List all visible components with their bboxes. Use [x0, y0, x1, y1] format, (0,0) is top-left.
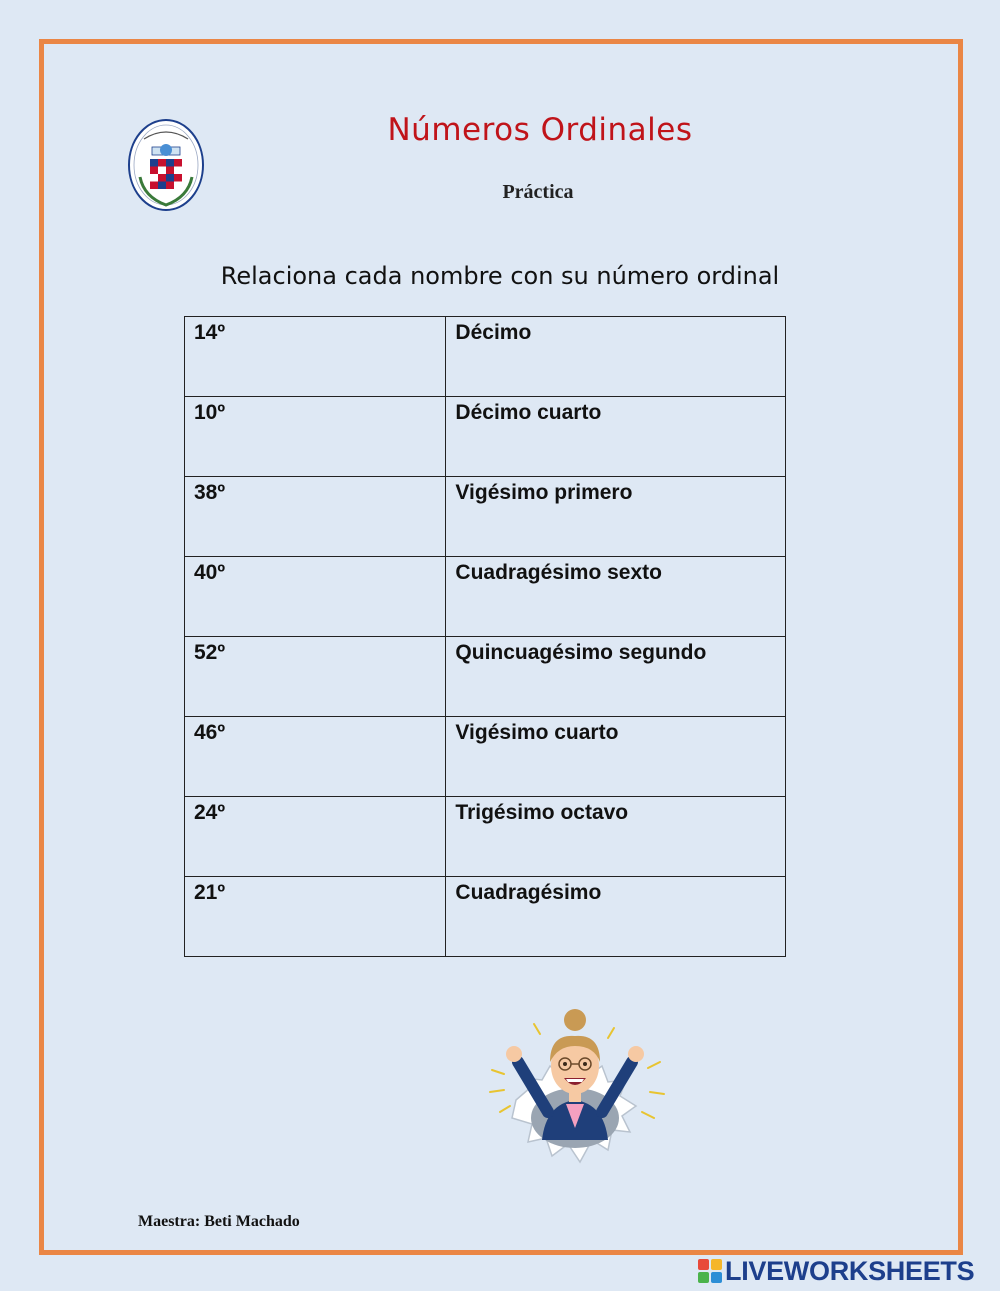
table-row	[185, 797, 786, 877]
teacher-avatar-icon	[480, 1000, 670, 1175]
matching-table	[184, 316, 786, 957]
table-row	[185, 397, 786, 477]
ordinal-number-cell[interactable]: 52º	[185, 637, 446, 717]
table-row	[185, 477, 786, 557]
liveworksheets-logo-icon	[698, 1259, 722, 1283]
ordinal-name-cell[interactable]: Vigésimo primero	[446, 477, 786, 557]
ordinal-number-cell[interactable]: 24º	[185, 797, 446, 877]
brand-text: LIVEWORKSHEETS	[725, 1255, 975, 1286]
table-row	[185, 317, 786, 397]
ordinal-name-cell[interactable]: Décimo cuarto	[446, 397, 786, 477]
page-subtitle: Práctica	[502, 181, 574, 203]
ordinal-number-cell[interactable]: 40º	[185, 557, 446, 637]
ordinal-number-cell[interactable]: 46º	[185, 717, 446, 797]
table-row	[185, 637, 786, 717]
ordinal-number-cell[interactable]: 21º	[185, 877, 446, 957]
ordinal-name-cell[interactable]: Vigésimo cuarto	[446, 717, 786, 797]
ordinal-name-cell[interactable]: Cuadragésimo sexto	[446, 557, 786, 637]
liveworksheets-brand[interactable]	[698, 1256, 974, 1286]
ordinal-number-cell[interactable]: 14º	[185, 317, 446, 397]
ordinal-name-cell[interactable]: Décimo	[446, 317, 786, 397]
table-row	[185, 557, 786, 637]
table-row	[185, 877, 786, 957]
ordinal-number-cell[interactable]: 38º	[185, 477, 446, 557]
ordinal-name-cell[interactable]: Cuadragésimo	[446, 877, 786, 957]
ordinal-name-cell[interactable]: Trigésimo octavo	[446, 797, 786, 877]
teacher-name: Maestra: Beti Machado	[138, 1213, 300, 1230]
instruction-text: Relaciona cada nombre con su número ordinal	[220, 262, 780, 290]
page-title: Números Ordinales	[387, 112, 693, 148]
ordinal-name-cell[interactable]: Quincuagésimo segundo	[446, 637, 786, 717]
school-crest-icon	[126, 117, 206, 213]
ordinal-number-cell[interactable]: 10º	[185, 397, 446, 477]
table-row	[185, 717, 786, 797]
